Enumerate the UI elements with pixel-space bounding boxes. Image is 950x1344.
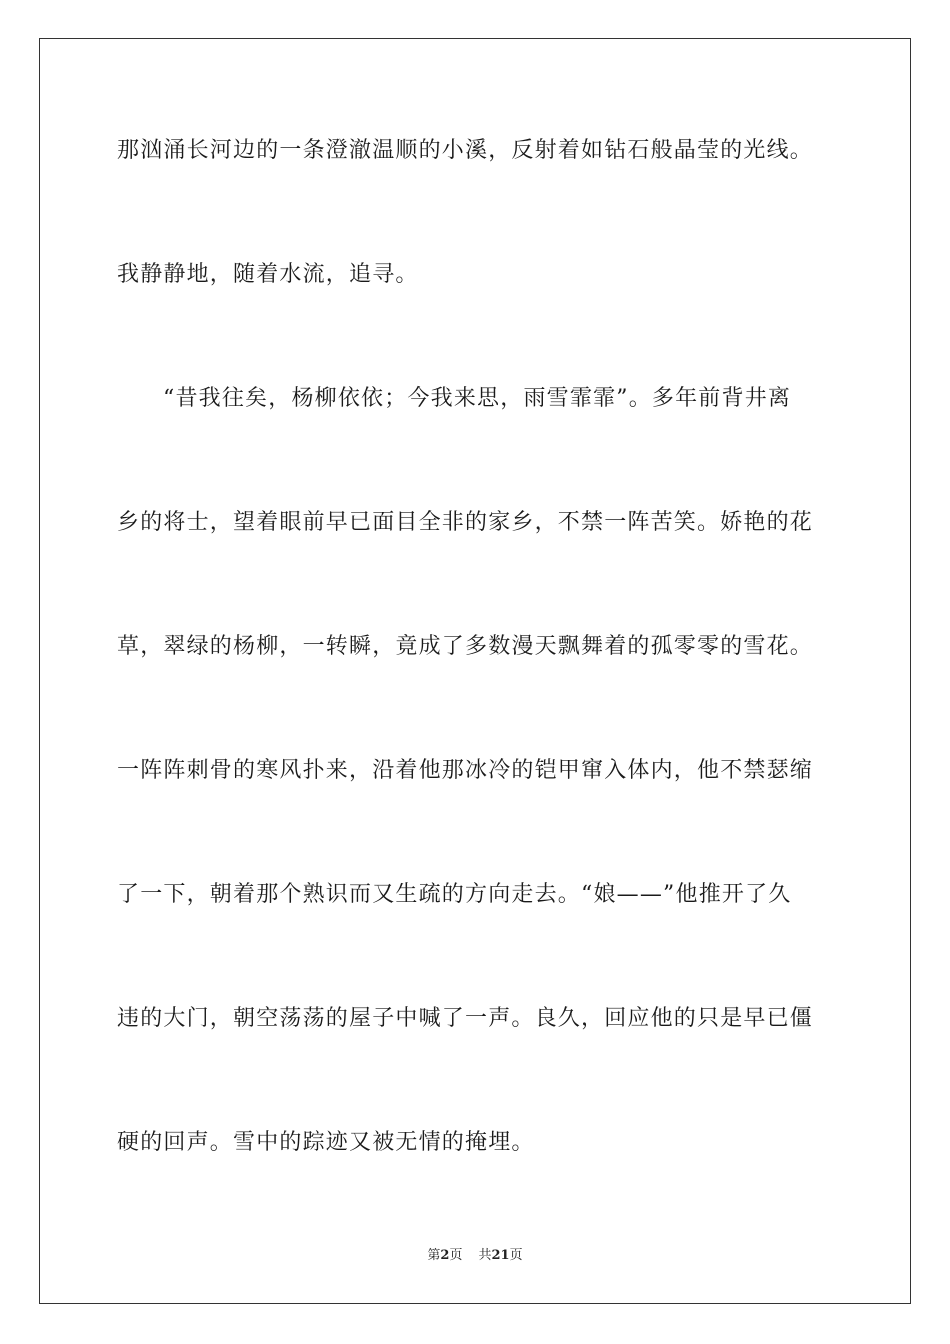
body-text-line-4: 乡的将士，望着眼前早已面目全非的家乡，不禁一阵苦笑。娇艳的花	[117, 510, 814, 535]
body-text-line-5: 草，翠绿的杨柳，一转瞬，竟成了多数漫天飘舞着的孤零零的雪花。	[117, 634, 814, 659]
page-prefix: 第	[427, 1248, 441, 1263]
body-text-line-8: 违的大门，朝空荡荡的屋子中喊了一声。良久，回应他的只是早已僵	[117, 1006, 814, 1031]
body-text-line-3: “昔我往矣，杨柳依依；今我来思，雨雪霏霏”。多年前背井离	[163, 386, 792, 411]
body-text-line-2: 我静静地，随着水流，追寻。	[117, 262, 419, 287]
page-frame	[39, 38, 911, 1304]
page-suffix: 页	[449, 1248, 463, 1263]
total-pages: 21	[491, 1248, 510, 1263]
body-text-line-1: 那汹涌长河边的一条澄澈温顺的小溪，反射着如钻石般晶莹的光线。	[117, 138, 814, 163]
total-suffix: 页	[509, 1248, 523, 1263]
body-text-line-7: 了一下，朝着那个熟识而又生疏的方向走去。“娘——”他推开了久	[117, 882, 792, 907]
body-text-line-6: 一阵阵刺骨的寒风扑来，沿着他那冰冷的铠甲窜入体内，他不禁瑟缩	[117, 758, 814, 783]
body-text-line-9: 硬的回声。雪中的踪迹又被无情的掩埋。	[117, 1130, 535, 1155]
total-prefix: 共	[478, 1248, 492, 1263]
page-number: 2	[440, 1248, 450, 1263]
page-footer	[0, 1247, 950, 1265]
